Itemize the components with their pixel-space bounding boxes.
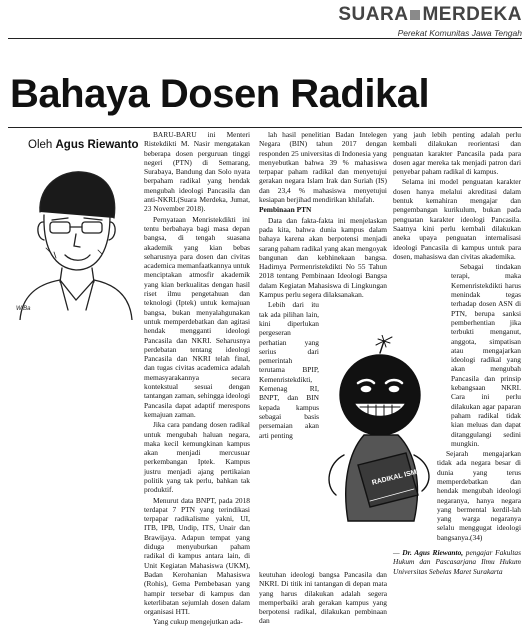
paragraph: Jika cara pandang dosen radikal untuk mengubah haluan negara, maka kecil kemungkinan kampus akan menjadi mercusuar perkembangan Iptek. Kampus justru menjadi ajang pertikaian politik yang tak perlu, bahkan tak produktif. (144, 420, 250, 495)
paragraph: lah hasil penelitian Badan Intelegen Negara (BIN) tahun 2017 dengan responden 25 universitas di Indonesia yang menyebutkan bahwa 39 % mahasiswa terpapar paham radikal dan menyetujui gerakan negara Islam Irak dan Suriah (IS) dan 23,4 % mahasiswa menyetujui kesiapan berjihad mendirikan khilafah. (259, 130, 387, 205)
paragraph: Sejarah mengajarkan tidak ada negara besar di dunia yang terus memperdebatkan dan hendak mengubah ideologi negaranya, hanya negara yang bermental kerdil-lah yang warga negaranya selalu menggugat ideologi bangsanya.(34) (437, 449, 521, 542)
top-rule (8, 38, 522, 39)
artist-mark: W.Ba (16, 306, 31, 312)
byline-author: Agus Riewanto (55, 139, 139, 151)
paragraph: keutuhan ideologi bangsa Pancasila dan NKRI. Di titik ini tantangan di depan mata yang harus dilakukan adalah segera memperbaiki arah gerakan kampus yang berpotensi radikal, dilakukan pembinaan dan (259, 570, 387, 626)
paragraph: BARU-BARU ini Menteri Ristekdikti M. Nasir mengatakan beberapa dosen perguruan tinggi negeri (PTN) di Semarang, Surabaya, Bandung dan Solo nyata berpaham radikal yang hendak mengubah ideologi Pancasila dan anti-NKRI.(Suara Merdeka, Jumat, 23 November 2018). (144, 130, 250, 214)
paragraph: Sebagai tindakan terapi, maka Kemenristekdikti harus menindak tegas terhadap dosen ASN di PTN, berupa sanksi pemberhentian jika terbukti menganut, anggota, simpatisan atau mengajarkan ideologi radikal yang akan mengubah Pancasila dan prinsip kebangsaan NKRI. Cara ini perlu dilakukan agar paparan paham radikal tidak kian meluas dan dapat ditanggulangi sedini mungkin. (451, 262, 521, 448)
paragraph: Data dan fakta-fakta ini menjelaskan pada kita, bahwa dunia kampus dalam bahaya karena akan berpotensi menjadi sarang paham radikal yang akan mengoyak bangunan dan kebhinekaan bangsa. Hadirnya Permenristekdikti No 55 Tahun 2018 tentang Pembinaan Ideologi Bangsa dalam Kegiatan Mahasiswa di Lingkungan Kampus perlu segera dilaksanakan. (259, 215, 387, 300)
byline (28, 139, 139, 151)
paragraph: Selama ini model penguatan karakter dosen hanya melalui akreditasi dalam bentuk kemahiran mengajar dan pengembangan kurikulum, bukan pada penguatan karakter ideologi Pancasila. Saatnya kini perlu kembali dilakukan aneka upaya penguatan internalisasi ideologi Pancasila di kampus untuk para dosen, mahasiswa dan civitas akademika. (393, 177, 521, 261)
signature-dash: — (393, 548, 400, 558)
headline-rule (8, 127, 522, 128)
author-portrait-illustration (10, 160, 138, 320)
signature-affiliation: pengajar Fakultas Hukum dan Pascasarjana Ilmu Hukum Universitas Sebelas Maret Surakarta (393, 548, 521, 576)
paragraph: yang jauh lebih penting adalah perlu kembali dilakukan reorientasi dan penguatan karakter Pancasila pada para dosen agar mereka tak menjadi patron dari penyebar paham radikal di kampus. (393, 130, 521, 177)
masthead-square-icon (410, 10, 420, 20)
signature-name: Dr. Agus Riewanto, (402, 548, 464, 558)
article-column-1 (144, 130, 250, 628)
radical-bomb-illustration (318, 335, 438, 525)
subheading: Pembinaan PTN (259, 205, 312, 215)
paragraph: Lebih dari itu tak ada pilihan lain, kini diperlukan pergeseran perhatian yang serius dari pemerintah terutama BPIP, Kemenristekdikti, Kemenag RI, BNPT, dan BIN kepada kampus sebagai basis persemaian akan arti penting (259, 300, 319, 440)
book-label: RADIKAL ISME (371, 467, 422, 487)
byline-prefix: Oleh (28, 139, 53, 151)
masthead-title (338, 4, 522, 26)
masthead-title-right: MERDEKA (422, 4, 522, 25)
masthead-title-left: SUARA (338, 4, 409, 25)
headline: Bahaya Dosen Radikal (10, 72, 430, 116)
paragraph: Yang cukup mengejutkan ada- (153, 617, 243, 627)
article-column-2-bottom (259, 570, 387, 627)
paragraph: Menurut data BNPT, pada 2018 terdapat 7 PTN yang terindikasi terpapar radikalisme yakni, UI, ITB, IPB, Undip, ITS, Unair dan Brawijaya. Adapun tempat yang diduga menyuburkan paham radikal di kampus antara lain, di Unit Kegiatan Mahasiswa (UKM), Badan Kerohanian Mahasiswa (Rohis), Gema Pembebasan yang hampir tersebar di kampus dan keterlibatan sejumlah dosen dalam organisasi HTI. (144, 495, 250, 617)
masthead (338, 4, 522, 38)
author-signature (393, 548, 521, 576)
paragraph: Pernyataan Menristekdikti ini tentu berbahaya bagi masa depan bangsa, di tengah suasana akademik yang kian bebas seharusnya para dosen dan civitas academica memanfaatkannya untuk menciptakan atmosfir akademik yang kian berkualitas dengan hasil riset ilmu pengetahuan dan teknologi (Iptek) untuk kemajuan bangsa, bukan menyalahgunakan untuk memperdebatkan dan agitasi hendak mengganti ideologi Pancasila dan NKRI. Seharusnya perdebatan tentang ideologi Pancasila dan NKRI telah final, dan tugas civitas academica adalah memasyarakannya secara kontekstual sesuai dengan tantangan zaman, sehingga ideologi Pancasila dapat adaptif merespons kemajuan zaman. (144, 214, 250, 419)
masthead-tagline: Perekat Komunitas Jawa Tengah (397, 28, 522, 38)
